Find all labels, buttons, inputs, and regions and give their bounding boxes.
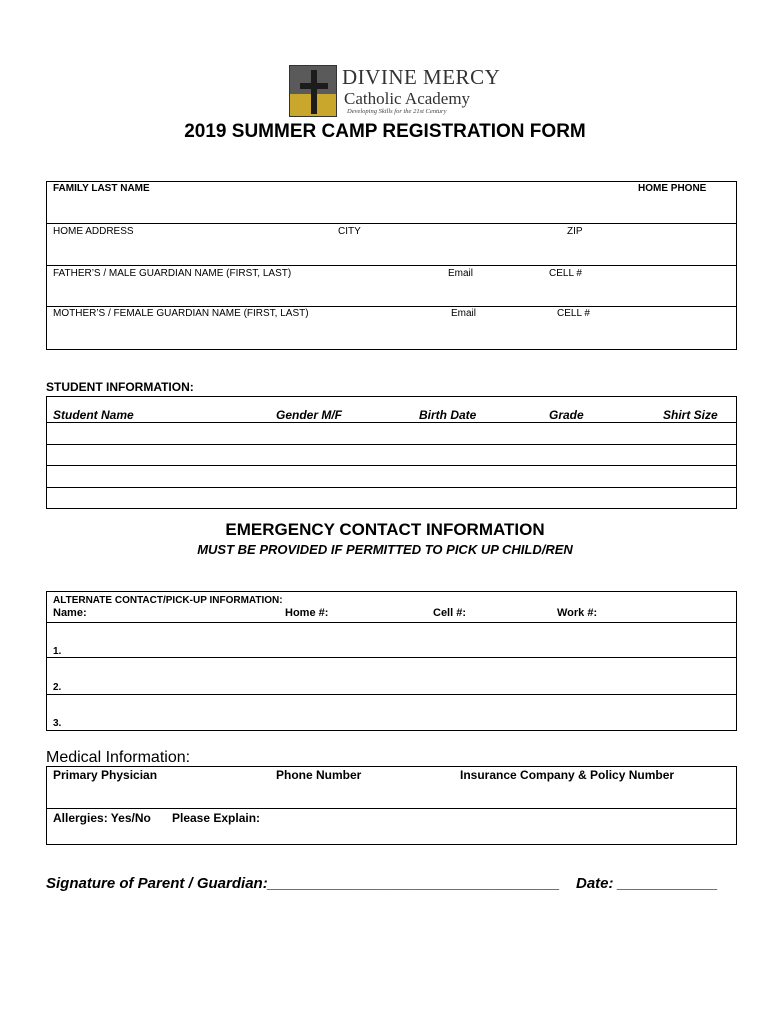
contact-cell-label: Cell #: (433, 607, 467, 619)
contact-home-label: Home #: (285, 607, 329, 619)
contact-row-1[interactable]: 1. (53, 646, 62, 657)
contact-work-label: Work #: (557, 607, 598, 619)
home-phone-label[interactable]: HOME PHONE (638, 183, 707, 194)
primary-physician-label[interactable]: Primary Physician (53, 768, 158, 782)
family-last-name-label[interactable]: FAMILY LAST NAME (53, 183, 150, 194)
logo-tagline: Developing Skills for the 21st Century (347, 108, 447, 115)
signature-line[interactable]: Signature of Parent / Guardian:___________________________________ (46, 875, 560, 892)
form-title: 2019 SUMMER CAMP REGISTRATION FORM (184, 121, 586, 142)
medical-heading (46, 749, 190, 767)
alternate-contact-heading: ALTERNATE CONTACT/PICK-UP INFORMATION: (53, 595, 283, 606)
alternate-contact-box (46, 591, 737, 731)
father-name-label[interactable]: FATHER’S / MALE GUARDIAN NAME (FIRST, LAST) (53, 268, 292, 279)
medical-heading-text: Medical Information (46, 749, 186, 766)
academy-logo (289, 65, 501, 119)
phone-number-label[interactable]: Phone Number (276, 768, 362, 782)
home-address-label[interactable]: HOME ADDRESS (53, 226, 134, 237)
student-name-column: Student Name (53, 408, 134, 422)
mother-name-label[interactable]: MOTHER’S / FEMALE GUARDIAN NAME (FIRST, LAST) (53, 308, 309, 319)
mother-cell-label[interactable]: CELL # (557, 308, 590, 319)
shirt-size-column: Shirt Size (663, 408, 718, 422)
cross-logo-icon (289, 65, 337, 117)
father-email-label[interactable]: Email (448, 268, 474, 279)
grade-column: Grade (549, 408, 584, 422)
date-line[interactable]: Date: ____________ (576, 875, 718, 892)
student-table (46, 396, 737, 509)
mother-email-label[interactable]: Email (451, 308, 477, 319)
birth-date-column: Birth Date (419, 408, 477, 422)
logo-name: DIVINE MERCY (342, 65, 501, 89)
logo-subname: Catholic Academy (344, 89, 471, 108)
contact-row-2[interactable]: 2. (53, 682, 62, 693)
father-cell-label[interactable]: CELL # (549, 268, 582, 279)
allergies-label[interactable]: Allergies: Yes/No (53, 811, 151, 825)
insurance-label[interactable]: Insurance Company & Policy Number (460, 768, 675, 782)
student-info-heading: STUDENT INFORMATION: (46, 380, 194, 394)
contact-row-3[interactable]: 3. (53, 718, 62, 729)
medical-heading-colon: : (185, 749, 191, 766)
emergency-subheading: MUST BE PROVIDED IF PERMITTED TO PICK UP CHILD/REN (197, 542, 573, 557)
please-explain-label[interactable]: Please Explain: (172, 811, 261, 825)
gender-column: Gender M/F (276, 408, 343, 422)
emergency-heading: EMERGENCY CONTACT INFORMATION (225, 520, 545, 539)
city-label[interactable]: CITY (338, 226, 361, 237)
zip-label[interactable]: ZIP (567, 226, 583, 237)
contact-name-label: Name: (53, 607, 87, 619)
